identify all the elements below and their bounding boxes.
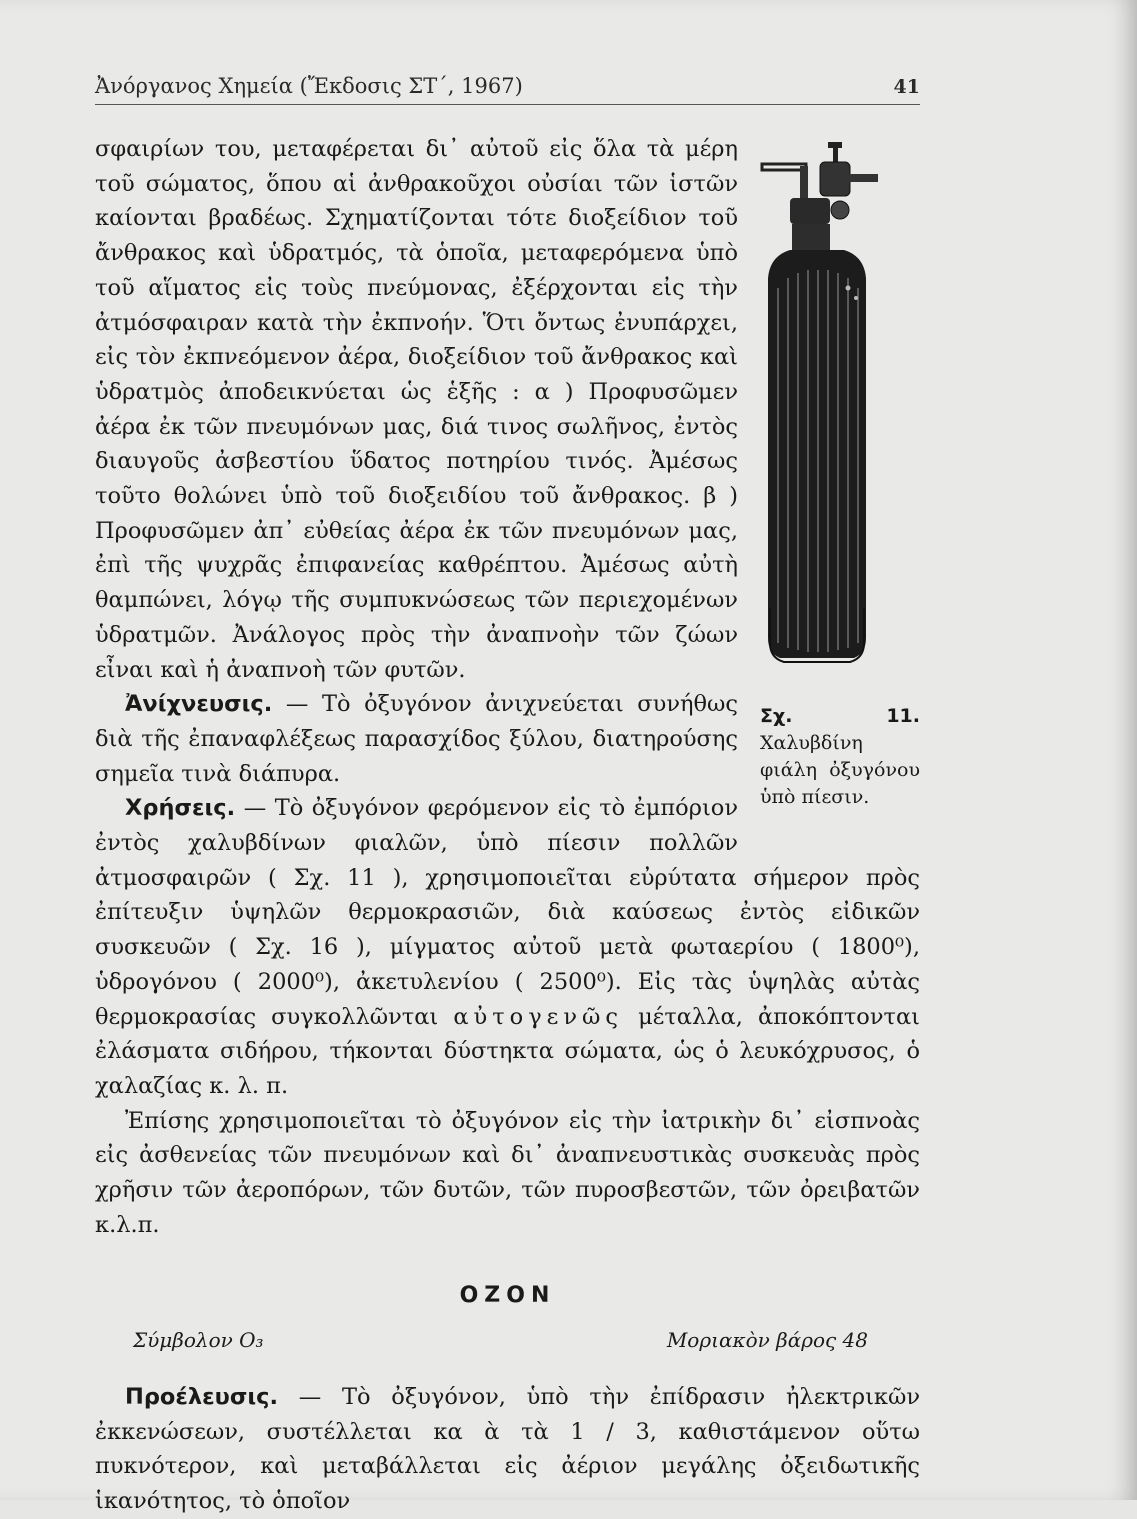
figure-label: Σχ. 11.	[760, 705, 920, 727]
figure-caption-text: Χαλυβδίνη φιάλη ὀξυγόνου ὑπὸ πίεσιν.	[760, 732, 920, 808]
running-header	[95, 74, 920, 105]
uses-spaced-word: αὐτογενῶς	[453, 1003, 623, 1030]
paragraph-medical: Ἐπίσης χρησιμοποιεῖται τὸ ὀξυγόνον εἰς τὴν ἰατρικὴν δι᾽ εἰσπνοὰς εἰς ἀσθενείας τῶν πνευμόνων καὶ δι᾽ ἀναπνευστικὰς συσκευὰς πρὸς χρῆσιν τῶν ἀεροπόρων, τῶν δυτῶν, τῶν πυροσβεστῶν, τῶν ὀρειβατῶν κ.λ.π.	[95, 1107, 920, 1238]
uses-text-1: — Τὸ ὀξυγόνον φερόμενον εἰς τὸ ἐμπόριον ἐντὸς χαλυβδίνων φιαλῶν, ὑπὸ πίεσιν πολλῶν ἀτμοσφαιρῶν ( Σχ. 11 ), χρησιμοποιεῖται εὐρύτατα σήμερον πρὸς ἐπίτευξιν ὑψηλῶν θερμοκρασιῶν, διὰ καύσεως ἐντὸς εἰδικῶν συσκευῶν ( Σχ. 16 ), μίγματος αὐτοῦ μετὰ φωταερίου ( 1800⁰), ὑδρογόνου ( 2000⁰), ἀκετυλενίου ( 2500⁰). Εἰς τὰς ὑψηλὰς αὐτὰς θερμοκρασίας συγκολλῶνται	[95, 795, 920, 1030]
uses-text-2: μέταλλα, ἀποκόπτονται ἐλάσματα σιδήρου, τήκονται δύστηκτα σώματα, ὡς ὁ λευκόχρυσος, ὁ χαλαζίας κ. λ. π.	[95, 1003, 920, 1099]
oxygen-cylinder-illustration	[760, 138, 920, 698]
origin-text: — Τὸ ὀξυγόνον, ὑπὸ τὴν ἐπίδρασιν ἠλεκτρικῶν ἐκκενώσεων, συστέλλεται κα ὰ τὰ 1 / 3, καθιστάμενον οὕτω πυκνότερον, καὶ μεταβάλλεται εἰς ἀέριον μεγάλης ὀξειδωτικῆς ἱκανότητος, τὸ ὁποῖον	[95, 1383, 921, 1515]
page-number: 41	[893, 76, 920, 98]
uses-heading: Χρήσεις.	[125, 795, 236, 822]
paragraph-uses	[95, 791, 920, 1103]
detection-heading: Ἀνίχνευσις.	[125, 691, 273, 718]
figure-caption	[760, 703, 920, 811]
running-title: Ἀνόργανος Χημεία (Ἔκδοσις ΣΤ΄, 1967)	[95, 74, 523, 98]
paragraph-respiration: σφαιρίων του, μεταφέρεται δι᾽ αὐτοῦ εἰς ὅλα τὰ μέρη τοῦ σώματος, ὅπου αἱ ἀνθρακοῦχοι οὐσίαι τῶν ἱστῶν καίονται βραδέως. Σχηματίζονται τότε διοξείδιον τοῦ ἄνθρακος καὶ ὑδρατμός, τὰ ὁποῖα, μεταφερόμενα ὑπὸ τοῦ αἵματος εἰς τοὺς πνεύμονας, ἐξέρχονται εἰς τὴν ἀτμόσφαιραν κατὰ τὴν ἐκπνοήν. Ὅτι ὄντως ἐνυπάρχει, εἰς τὸν ἐκπνεόμενον ἀέρα, διοξείδιον τοῦ ἄνθρακος καὶ ὑδρατμὸς ἀποδεικνύεται ὡς ἑξῆς : α ) Προφυσῶμεν ἀέρα ἐκ τῶν πνευμόνων μας, διά τινος σωλῆνος, ἐντὸς διαυγοῦς ἀσβεστίου ὕδατος ποτηρίου τινός. Ἀμέσως τοῦτο θολώνει ὑπὸ τοῦ διοξειδίου τοῦ ἄνθρακος. β ) Προφυσῶμεν ἀπ᾽ εὐθείας ἀέρα ἐκ τῶν πνευμόνων μας, ἐπὶ τῆς ψυχρᾶς ἐπιφανείας καθρέπτου. Ἀμέσως αὐτὴ θαμπώνει, λόγῳ τῆς συμπυκνώσεως τῶν περιεχομένων ὑδρατμῶν. Ἀνάλογος πρὸς τὴν ἀναπνοὴν τῶν ζώων εἶναι καὶ ἡ ἀναπνοὴ τῶν φυτῶν.	[95, 136, 738, 683]
ozone-properties	[95, 1323, 920, 1358]
ozone-molecular-weight: Μοριακὸν βάρος 48	[666, 1328, 868, 1353]
ozone-symbol: Σύμβολον O₃	[133, 1328, 264, 1353]
body-text	[95, 132, 920, 1519]
figure-oxygen-cylinder	[760, 138, 920, 828]
detection-text: — Τὸ ὀξυγόνον ἀνιχνεύεται συνήθως διὰ τῆς ἐπαναφλέξεως παρασχίδος ξύλου, διατηρούσης σημεῖα τινὰ διάπυρα.	[95, 691, 738, 787]
section-title-ozone: ΟΖΟΝ	[459, 1282, 556, 1308]
origin-heading: Προέλευσις.	[125, 1383, 279, 1410]
paragraph-ozone-origin	[95, 1380, 920, 1519]
